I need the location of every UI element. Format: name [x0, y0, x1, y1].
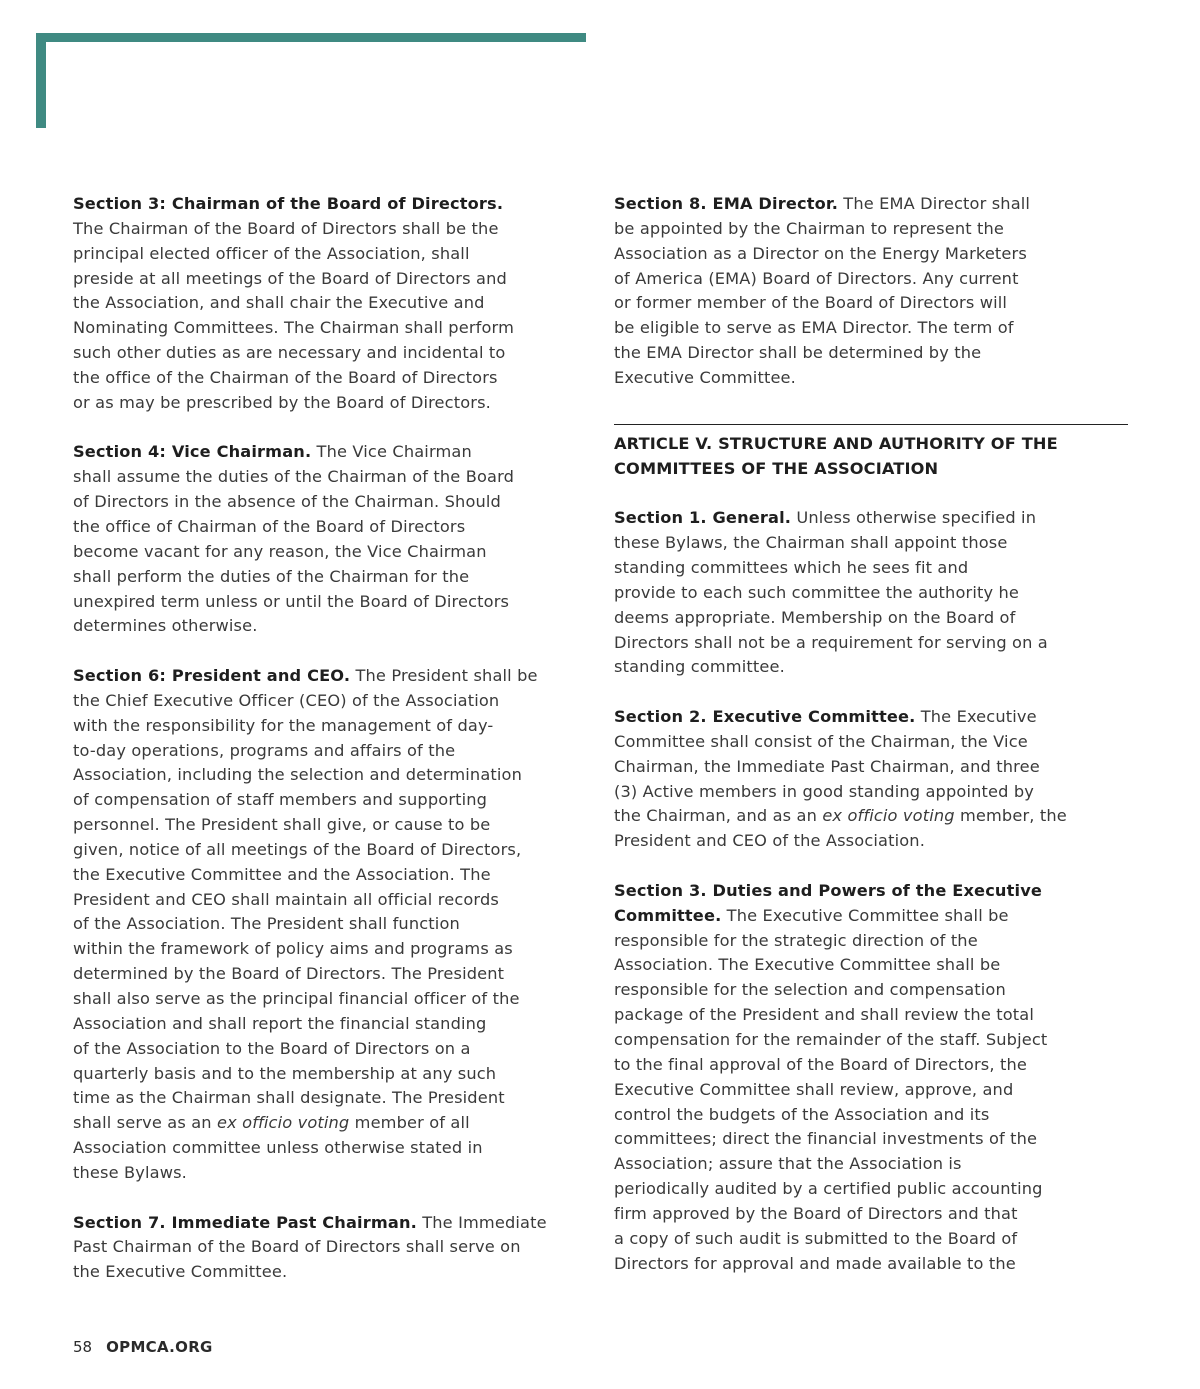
- text-line: Association, including the selection and determination: [73, 765, 523, 785]
- corner-accent-left: [36, 33, 46, 128]
- text-line: or as may be prescribed by the Board of Directors.: [73, 392, 491, 412]
- text-line: shall serve as an ex officio voting member of all: [73, 1113, 470, 1133]
- right-column: [614, 192, 1134, 1276]
- text-line: the office of the Chairman of the Board of Directors: [73, 367, 498, 387]
- text-line: shall assume the duties of the Chairman of the Board: [73, 467, 515, 487]
- text-line: be eligible to serve as EMA Director. The term of: [614, 318, 1014, 338]
- text-line: Committee shall consist of the Chairman, the Vice: [614, 731, 1028, 751]
- text-line: Section 2. Executive Committee. The Executive: [614, 707, 1037, 727]
- section-heading: Section 3: Chairman of the Board of Directors.: [73, 194, 504, 213]
- text-line: determined by the Board of Directors. The President: [73, 964, 505, 984]
- text-line: Association; assure that the Association is: [614, 1154, 962, 1174]
- text-line: determines otherwise.: [73, 616, 258, 636]
- section-4-vice-chairman: [73, 440, 593, 639]
- text-line: or former member of the Board of Directors will: [614, 293, 1008, 313]
- section-heading: Section 6: President and CEO.: [73, 666, 351, 686]
- text-line: responsible for the strategic direction of the: [614, 930, 978, 950]
- section-divider: [614, 424, 1128, 425]
- article-heading-line: COMMITTEES OF THE ASSOCIATION: [614, 458, 939, 478]
- text-line: given, notice of all meetings of the Board of Directors,: [73, 839, 522, 859]
- text-line: these Bylaws.: [73, 1162, 187, 1182]
- text-line: compensation for the remainder of the staff. Subject: [614, 1030, 1048, 1049]
- section-heading: Section 4: Vice Chairman.: [73, 442, 312, 462]
- text-line: shall also serve as the principal financial officer of the: [73, 989, 520, 1008]
- text-line: unexpired term unless or until the Board of Directors: [73, 591, 510, 611]
- text-line: responsible for the selection and compensation: [614, 980, 1006, 1000]
- text-line: quarterly basis and to the membership at any such: [73, 1063, 497, 1083]
- text-line: The Chairman of the Board of Directors shall be the: [73, 218, 499, 238]
- text-line: deems appropriate. Membership on the Board of: [614, 607, 1016, 627]
- italic-term: ex officio voting: [822, 806, 955, 826]
- italic-term: ex officio voting: [217, 1113, 350, 1133]
- text-line: the Executive Committee.: [73, 1262, 288, 1282]
- text-line: Association as a Director on the Energy Marketers: [614, 243, 1027, 263]
- section-heading: Section 7. Immediate Past Chairman.: [73, 1212, 417, 1232]
- text-line: the Executive Committee and the Association. The: [73, 864, 491, 884]
- text-line: package of the President and shall review the total: [614, 1005, 1035, 1025]
- text-line: Executive Committee.: [614, 367, 796, 387]
- text-line: the Chairman, and as an ex officio voting member, the: [614, 806, 1067, 826]
- text-line: Association. The Executive Committee shall be: [614, 955, 1001, 975]
- text-line: become vacant for any reason, the Vice Chairman: [73, 541, 487, 561]
- text-line: Section 7. Immediate Past Chairman. The Immediate: [73, 1212, 547, 1232]
- text-line: these Bylaws, the Chairman shall appoint those: [614, 533, 1008, 553]
- left-column: [73, 192, 593, 1285]
- section-3-chairman: [73, 192, 593, 416]
- text-line: shall perform the duties of the Chairman for the: [73, 566, 470, 586]
- text-line: Nominating Committees. The Chairman shall perform: [73, 318, 514, 338]
- text-line: within the framework of policy aims and programs as: [73, 939, 513, 959]
- section-6-president-ceo: [73, 664, 593, 1186]
- text-line: of the Association to the Board of Directors on a: [73, 1038, 471, 1058]
- text-line: of compensation of staff members and supporting: [73, 790, 488, 810]
- text-line: Past Chairman of the Board of Directors shall serve on: [73, 1237, 521, 1257]
- text-line: principal elected officer of the Association, shall: [73, 243, 470, 263]
- text-line: Section 4: Vice Chairman. The Vice Chairman: [73, 442, 472, 462]
- article-heading-line: ARTICLE V. STRUCTURE AND AUTHORITY OF THE: [614, 433, 1058, 453]
- text-line: of America (EMA) Board of Directors. Any current: [614, 268, 1019, 288]
- corner-accent-top: [36, 33, 586, 42]
- section-7-past-chairman: [73, 1211, 593, 1286]
- text-line: periodically audited by a certified public accounting: [614, 1179, 1043, 1199]
- section-heading: Committee.: [614, 905, 722, 925]
- text-line: standing committee.: [614, 657, 785, 677]
- text-line: Section 1. General. Unless otherwise specified in: [614, 508, 1037, 528]
- text-line: the office of Chairman of the Board of Directors: [73, 516, 466, 536]
- text-line: the Chief Executive Officer (CEO) of the Association: [73, 690, 500, 710]
- text-line: Chairman, the Immediate Past Chairman, and three: [614, 756, 1040, 776]
- text-line: personnel. The President shall give, or cause to be: [73, 815, 491, 835]
- section-8-ema-director: [614, 192, 1134, 391]
- text-line: committees; direct the financial investments of the: [614, 1129, 1038, 1149]
- text-line: President and CEO shall maintain all official records: [73, 889, 499, 909]
- text-line: with the responsibility for the management of day-: [73, 715, 494, 735]
- text-line: time as the Chairman shall designate. The President: [73, 1088, 505, 1108]
- text-line: Association and shall report the financial standing: [73, 1013, 487, 1033]
- text-line: Directors for approval and made available to the: [614, 1253, 1016, 1273]
- text-line: Committee. The Executive Committee shall be: [614, 905, 1009, 925]
- section-heading: Section 8. EMA Director.: [614, 194, 839, 213]
- article-heading: [614, 432, 1134, 482]
- text-line: control the budgets of the Association and its: [614, 1104, 990, 1124]
- text-line: of the Association. The President shall function: [73, 914, 460, 934]
- section-heading: Section 3. Duties and Powers of the Executive: [614, 880, 1043, 900]
- text-line: standing committees which he sees fit and: [614, 557, 969, 577]
- section-1-general: [614, 506, 1134, 680]
- text-line: such other duties as are necessary and incidental to: [73, 343, 506, 363]
- text-line: the Association, and shall chair the Executive and: [73, 293, 485, 313]
- footer-site-link[interactable]: OPMCA.ORG: [106, 1338, 213, 1356]
- text-line: a copy of such audit is submitted to the Board of: [614, 1228, 1018, 1248]
- text-line: the EMA Director shall be determined by the: [614, 343, 982, 363]
- text-line: Section 8. EMA Director. The EMA Director shall: [614, 194, 1031, 213]
- text-line: provide to each such committee the authority he: [614, 582, 1020, 602]
- page-footer: [73, 1337, 213, 1357]
- text-line: to-day operations, programs and affairs of the: [73, 740, 456, 760]
- section-heading: Section 1. General.: [614, 508, 792, 528]
- text-line: Directors shall not be a requirement for serving on a: [614, 632, 1048, 652]
- section-3-duties-powers: [614, 879, 1134, 1277]
- text-line: of Directors in the absence of the Chairman. Should: [73, 492, 501, 512]
- text-line: be appointed by the Chairman to represent the: [614, 218, 1005, 238]
- page-number: 58: [73, 1338, 93, 1356]
- text-line: firm approved by the Board of Directors and that: [614, 1203, 1018, 1223]
- section-2-executive-committee: [614, 705, 1134, 854]
- text-line: to the final approval of the Board of Directors, the: [614, 1054, 1027, 1074]
- text-line: Association committee unless otherwise stated in: [73, 1138, 483, 1158]
- text-line: preside at all meetings of the Board of Directors and: [73, 268, 507, 288]
- text-line: (3) Active members in good standing appointed by: [614, 781, 1034, 801]
- text-line: President and CEO of the Association.: [614, 831, 925, 851]
- text-line: Section 6: President and CEO. The President shall be: [73, 666, 538, 686]
- section-heading: Section 2. Executive Committee.: [614, 707, 916, 727]
- text-line: Executive Committee shall review, approve, and: [614, 1079, 1014, 1099]
